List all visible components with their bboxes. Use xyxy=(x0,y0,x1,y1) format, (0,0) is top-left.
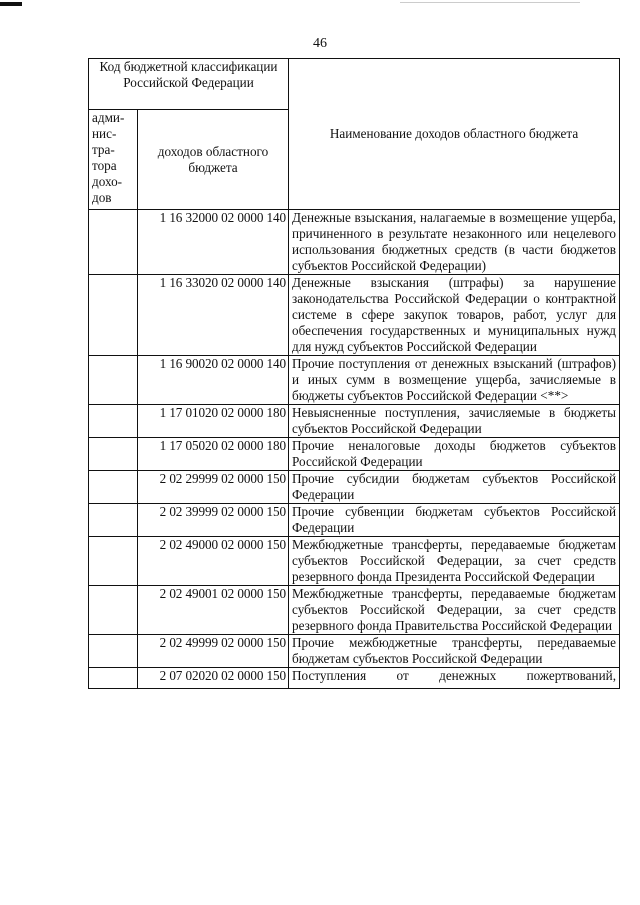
table-row xyxy=(89,668,620,689)
income-name-cell: Денежные взыскания (штрафы) за нарушение законодательства Российской Федерации о контрактной системе в сфере закупок товаров, работ, услуг для обеспечения государственных и муниципальных нужд для нужд субъектов Российской Федерации xyxy=(289,275,620,356)
administrator-cell xyxy=(89,356,138,405)
scan-edge-line xyxy=(400,2,580,3)
income-code-cell: 2 02 49000 02 0000 150 xyxy=(138,537,289,586)
income-name-cell: Невыясненные поступления, зачисляемые в бюджеты субъектов Российской Федерации xyxy=(289,405,620,438)
income-name-cell: Прочие неналоговые доходы бюджетов субъектов Российской Федерации xyxy=(289,438,620,471)
table-row xyxy=(89,471,620,504)
income-name-cell: Поступления от денежных пожертвований, xyxy=(289,668,620,689)
income-name-cell: Межбюджетные трансферты, передаваемые бюджетам субъектов Российской Федерации, за счет средств резервного фонда Президента Российской Федерации xyxy=(289,537,620,586)
income-code-cell: 1 17 01020 02 0000 180 xyxy=(138,405,289,438)
administrator-cell xyxy=(89,471,138,504)
income-code-cell: 2 07 02020 02 0000 150 xyxy=(138,668,289,689)
header-row-group xyxy=(89,59,620,110)
table-row xyxy=(89,586,620,635)
income-name-cell: Прочие субвенции бюджетам субъектов Российской Федерации xyxy=(289,504,620,537)
income-name-cell: Прочие субсидии бюджетам субъектов Российской Федерации xyxy=(289,471,620,504)
administrator-cell xyxy=(89,275,138,356)
table-row xyxy=(89,356,620,405)
income-code-cell: 2 02 29999 02 0000 150 xyxy=(138,471,289,504)
administrator-cell xyxy=(89,504,138,537)
income-name-cell: Денежные взыскания, налагаемые в возмещение ущерба, причиненного в результате незаконного или нецелевого использования бюджетных средств (в части бюджетов субъектов Российской Федерации) xyxy=(289,210,620,275)
table-row xyxy=(89,537,620,586)
administrator-cell xyxy=(89,668,138,689)
administrator-cell xyxy=(89,438,138,471)
income-code-cell: 1 16 90020 02 0000 140 xyxy=(138,356,289,405)
administrator-cell xyxy=(89,635,138,668)
administrator-cell xyxy=(89,210,138,275)
table-body xyxy=(89,210,620,689)
page-number: 46 xyxy=(313,36,327,51)
header-classification-code: Код бюджетной классификации Российской Федерации xyxy=(89,59,289,110)
header-income-name: Наименование доходов областного бюджета xyxy=(289,59,620,210)
table-row xyxy=(89,635,620,668)
table-row xyxy=(89,405,620,438)
header-income-code: доходов областного бюджета xyxy=(138,110,289,210)
header-administrator: адми-нис-тра-тора дохо-дов xyxy=(89,110,138,210)
income-name-cell: Прочие межбюджетные трансферты, передаваемые бюджетам субъектов Российской Федерации xyxy=(289,635,620,668)
income-name-cell: Прочие поступления от денежных взысканий (штрафов) и иных сумм в возмещение ущерба, зачисляемые в бюджеты субъектов Российской Федерации <**> xyxy=(289,356,620,405)
income-code-cell: 1 16 33020 02 0000 140 xyxy=(138,275,289,356)
income-code-cell: 1 17 05020 02 0000 180 xyxy=(138,438,289,471)
scan-edge-mark xyxy=(0,2,22,6)
income-code-cell: 2 02 39999 02 0000 150 xyxy=(138,504,289,537)
income-code-cell: 1 16 32000 02 0000 140 xyxy=(138,210,289,275)
income-code-cell: 2 02 49999 02 0000 150 xyxy=(138,635,289,668)
administrator-cell xyxy=(89,537,138,586)
table-row xyxy=(89,438,620,471)
budget-classification-table xyxy=(88,58,620,689)
administrator-cell xyxy=(89,405,138,438)
income-name-cell: Межбюджетные трансферты, передаваемые бюджетам субъектов Российской Федерации, за счет средств резервного фонда Правительства Российской Федерации xyxy=(289,586,620,635)
table-row xyxy=(89,504,620,537)
table-row xyxy=(89,275,620,356)
administrator-cell xyxy=(89,586,138,635)
table-row xyxy=(89,210,620,275)
income-code-cell: 2 02 49001 02 0000 150 xyxy=(138,586,289,635)
